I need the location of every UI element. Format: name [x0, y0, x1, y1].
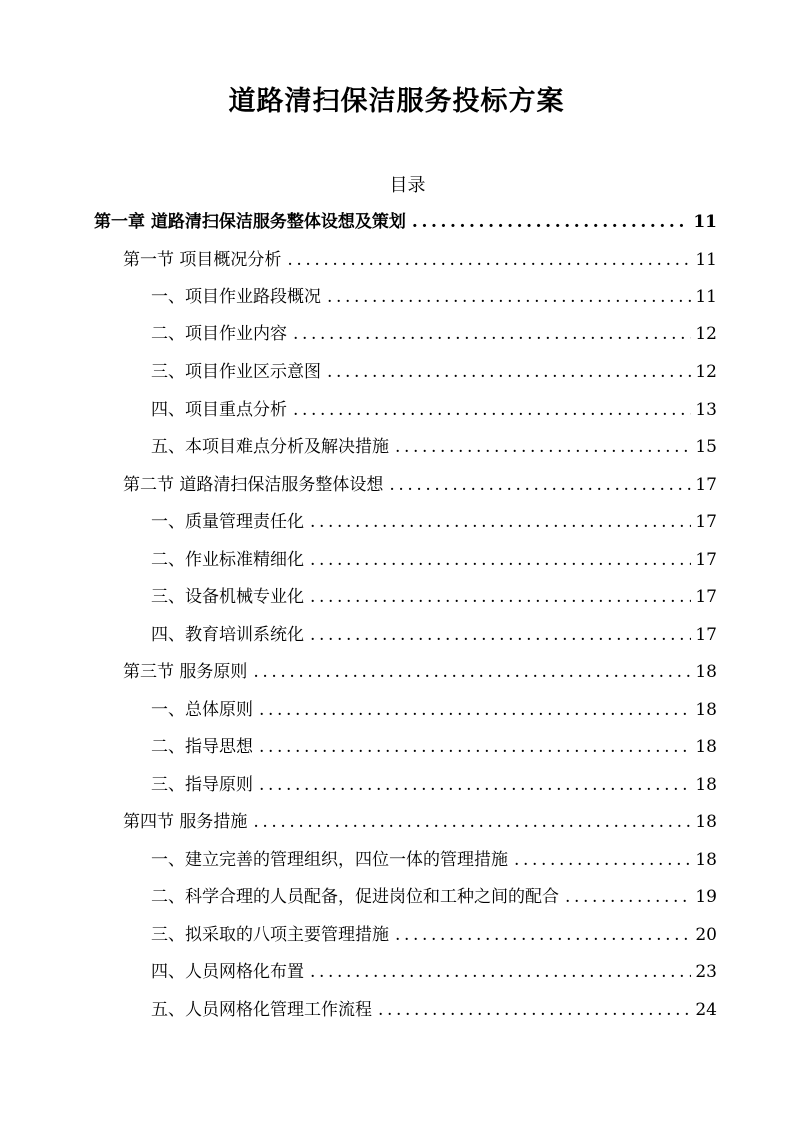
toc-dot-leader	[259, 770, 691, 800]
toc-dot-leader	[565, 882, 691, 912]
toc-entry-item[interactable]	[151, 995, 717, 1025]
toc-dot-leader	[287, 245, 691, 275]
toc-dot-leader	[310, 620, 691, 650]
toc-entry-label: 二、指导思想	[151, 737, 253, 757]
toc-dot-leader	[378, 995, 691, 1025]
toc-entry-page: 17	[695, 475, 717, 495]
toc-entry-section-1[interactable]	[123, 245, 717, 275]
toc-entry-chapter-1[interactable]	[94, 207, 717, 237]
toc-entry-label: 第一章 道路清扫保洁服务整体设想及策划	[94, 212, 406, 232]
toc-entry-page: 24	[695, 1000, 717, 1020]
toc-dot-leader	[259, 695, 691, 725]
toc-entry-item[interactable]	[151, 695, 717, 725]
toc-entry-page: 17	[695, 550, 717, 570]
toc-dot-leader	[310, 507, 691, 537]
toc-entry-label: 四、教育培训系统化	[151, 625, 304, 645]
toc-entry-item[interactable]	[151, 920, 717, 950]
toc-entry-label: 四、项目重点分析	[151, 400, 287, 420]
toc-dot-leader	[259, 732, 691, 762]
toc-entry-item[interactable]	[151, 770, 717, 800]
toc-dot-leader	[293, 319, 691, 349]
toc-entry-label: 三、设备机械专业化	[151, 587, 304, 607]
toc-dot-leader	[253, 807, 691, 837]
toc-entry-label: 一、项目作业路段概况	[151, 287, 321, 307]
toc-entry-page: 12	[695, 362, 717, 382]
toc-entry-label: 二、科学合理的人员配备，促进岗位和工种之间的配合	[151, 887, 559, 907]
toc-entry-section-3[interactable]	[123, 657, 717, 687]
toc-entry-page: 18	[695, 812, 717, 832]
toc-entry-page: 18	[695, 775, 717, 795]
toc-entry-item[interactable]	[151, 732, 717, 762]
toc-entry-page: 20	[695, 925, 717, 945]
toc-entry-page: 18	[695, 850, 717, 870]
toc-entry-item[interactable]	[151, 357, 717, 387]
toc-entry-label: 一、总体原则	[151, 700, 253, 720]
toc-entry-page: 17	[695, 512, 717, 532]
toc-dot-leader	[395, 920, 691, 950]
toc-entry-label: 第一节 项目概况分析	[123, 250, 282, 270]
toc-entry-label: 三、指导原则	[151, 775, 253, 795]
toc-dot-leader	[395, 432, 691, 462]
toc-entry-label: 一、建立完善的管理组织，四位一体的管理措施	[151, 850, 508, 870]
toc-entry-page: 17	[695, 587, 717, 607]
toc-entry-label: 三、拟采取的八项主要管理措施	[151, 925, 389, 945]
toc-entry-label: 第四节 服务措施	[123, 812, 248, 832]
toc-entry-label: 二、项目作业内容	[151, 324, 287, 344]
toc-entry-section-4[interactable]	[123, 807, 717, 837]
toc-entry-page: 17	[695, 625, 717, 645]
toc-entry-page: 23	[695, 962, 717, 982]
toc-entry-label: 一、质量管理责任化	[151, 512, 304, 532]
toc-entry-page: 13	[695, 400, 717, 420]
toc-dot-leader	[327, 357, 691, 387]
toc-dot-leader	[514, 845, 691, 875]
toc-entry-label: 第三节 服务原则	[123, 662, 248, 682]
toc-dot-leader	[389, 470, 691, 500]
toc-entry-page: 18	[695, 700, 717, 720]
toc-dot-leader	[310, 582, 691, 612]
toc-entry-page: 15	[695, 437, 717, 457]
toc-entry-item[interactable]	[151, 620, 717, 650]
toc-dot-leader	[310, 957, 691, 987]
toc-entry-page: 19	[695, 887, 717, 907]
toc-heading: 目录	[389, 175, 426, 196]
toc-entry-label: 三、项目作业区示意图	[151, 362, 321, 382]
toc-entry-page: 11	[695, 287, 717, 307]
toc-entry-label: 第二节 道路清扫保洁服务整体设想	[123, 475, 384, 495]
toc-entry-item[interactable]	[151, 845, 717, 875]
toc-entry-item[interactable]	[151, 395, 717, 425]
toc-entry-item[interactable]	[151, 282, 717, 312]
toc-entry-item[interactable]	[151, 319, 717, 349]
toc-entry-page: 18	[695, 662, 717, 682]
toc-entry-item[interactable]	[151, 957, 717, 987]
toc-entry-page: 11	[693, 212, 717, 232]
toc-entry-label: 五、人员网格化管理工作流程	[151, 1000, 372, 1020]
toc-entry-label: 四、人员网格化布置	[151, 962, 304, 982]
toc-entry-item[interactable]	[151, 432, 717, 462]
toc-dot-leader	[327, 282, 691, 312]
toc-entry-page: 11	[695, 250, 717, 270]
toc-entry-item[interactable]	[151, 545, 717, 575]
toc-dot-leader	[253, 657, 691, 687]
toc-dot-leader	[293, 395, 691, 425]
toc-entry-page: 18	[695, 737, 717, 757]
toc-dot-leader	[412, 207, 689, 237]
toc-dot-leader	[310, 545, 691, 575]
toc-entry-label: 五、本项目难点分析及解决措施	[151, 437, 389, 457]
toc-entry-item[interactable]	[151, 507, 717, 537]
toc-entry-section-2[interactable]	[123, 470, 717, 500]
document-title: 道路清扫保洁服务投标方案	[228, 86, 565, 117]
toc-entry-label: 二、作业标准精细化	[151, 550, 304, 570]
toc-entry-page: 12	[695, 324, 717, 344]
toc-entry-item[interactable]	[151, 582, 717, 612]
toc-entry-item[interactable]	[151, 882, 717, 912]
